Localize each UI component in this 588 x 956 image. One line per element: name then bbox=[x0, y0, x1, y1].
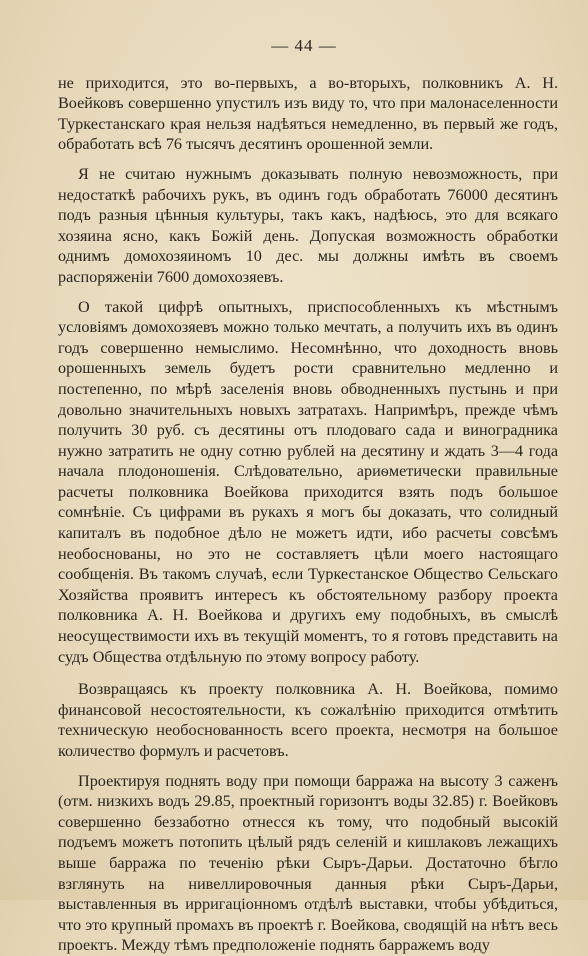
paragraph-5: Проектируя поднять воду при помощи барража на высоту 3 саженъ (отм. низкихъ водъ 29.85, проектный горизонтъ воды 32.85) г. Воейковъ совершенно беззаботно отнесся къ тому, что подобный высокій подъемъ можетъ потопить цѣлый рядъ селеній и кишлаковъ лежащихъ выше барража по теченію рѣки Сыръ-Дарьи. Достаточно бѣгло взглянуть на нивеллировочныя данныя рѣки Сыръ-Дарьи, выставленныя въ ирригаціонномъ отдѣлѣ выставки, чтобы убѣдиться, что это крупный промахъ въ проектѣ г. Воейкова, сводящій на нѣтъ весь проектъ. Между тѣмъ предположеніе поднять барражемъ воду bbox=[58, 771, 558, 955]
paragraph-3: О такой цифрѣ опытныхъ, приспособленныхъ къ мѣстнымъ условіямъ домохозяевъ можно только мечтать, а получить ихъ въ одинъ годъ совершенно немыслимо. Несомнѣнно, что доходность вновь орошенныхъ земель будетъ рости сравнительно медленно и постепенно, по мѣрѣ заселенія вновь обводненныхъ пустынь и при довольно значительныхъ новыхъ затратахъ. Напримѣръ, прежде чѣмъ получить 30 руб. съ десятины отъ плодоваго сада и виноградника нужно затратить не одну сотню рублей на десятину и ждать 3—4 года начала плодоношенія. Слѣдовательно, ариѳметически правильные расчеты полковника Воейкова приходится взять подъ большое сомнѣніе. Съ цифрами въ рукахъ я могъ бы доказать, что солидный капиталъ въ подобное дѣло не можетъ идти, ибо расчеты совсѣмъ необоснованы, но это не составляетъ цѣли моего настоящаго сообщенія. Въ такомъ случаѣ, если Туркестанское Общество Сельскаго Хозяйства проявитъ интересъ къ обстоятельному разбору проекта полковника А. Н. Воейкова и другихъ ему подобныхъ, въ смыслѣ неосуществимости ихъ въ текущій моментъ, то я готовъ представить на судъ Общества отдѣльную по этому вопросу работу. bbox=[58, 297, 558, 666]
paragraph-4: Возвращаясь къ проекту полковника А. Н. Воейкова, помимо финансовой несостоятельности, къ сожалѣнію приходится отмѣтить техническую необоснованность всего проекта, несмотря на большое количество формулъ и расчетовъ. bbox=[58, 680, 558, 760]
paragraph-1: не приходится, это во-первыхъ, а во-вторыхъ, полковникъ А. Н. Воейковъ совершенно упустилъ изъ виду то, что при малонаселенности Туркестанскаго края нельзя надѣяться немедленно, въ первый же годъ, обработать всѣ 76 тысячъ десятинъ орошенной земли. bbox=[58, 73, 558, 154]
paragraph-2: Я не считаю нужнымъ доказывать полную невозможность, при недостаткѣ рабочихъ рукъ, въ одинъ годъ обработать 76000 десятинъ подъ разныя цѣнныя культуры, такъ какъ, надѣюсь, это для всякаго хозяина ясно, какъ Божій день. Допуская возможность обработки однимъ домохозяиномъ 10 дес. мы должны имѣть въ своемъ распоряженіи 7600 домохозяевъ. bbox=[58, 164, 558, 286]
page-number: — 44 — bbox=[271, 36, 337, 55]
